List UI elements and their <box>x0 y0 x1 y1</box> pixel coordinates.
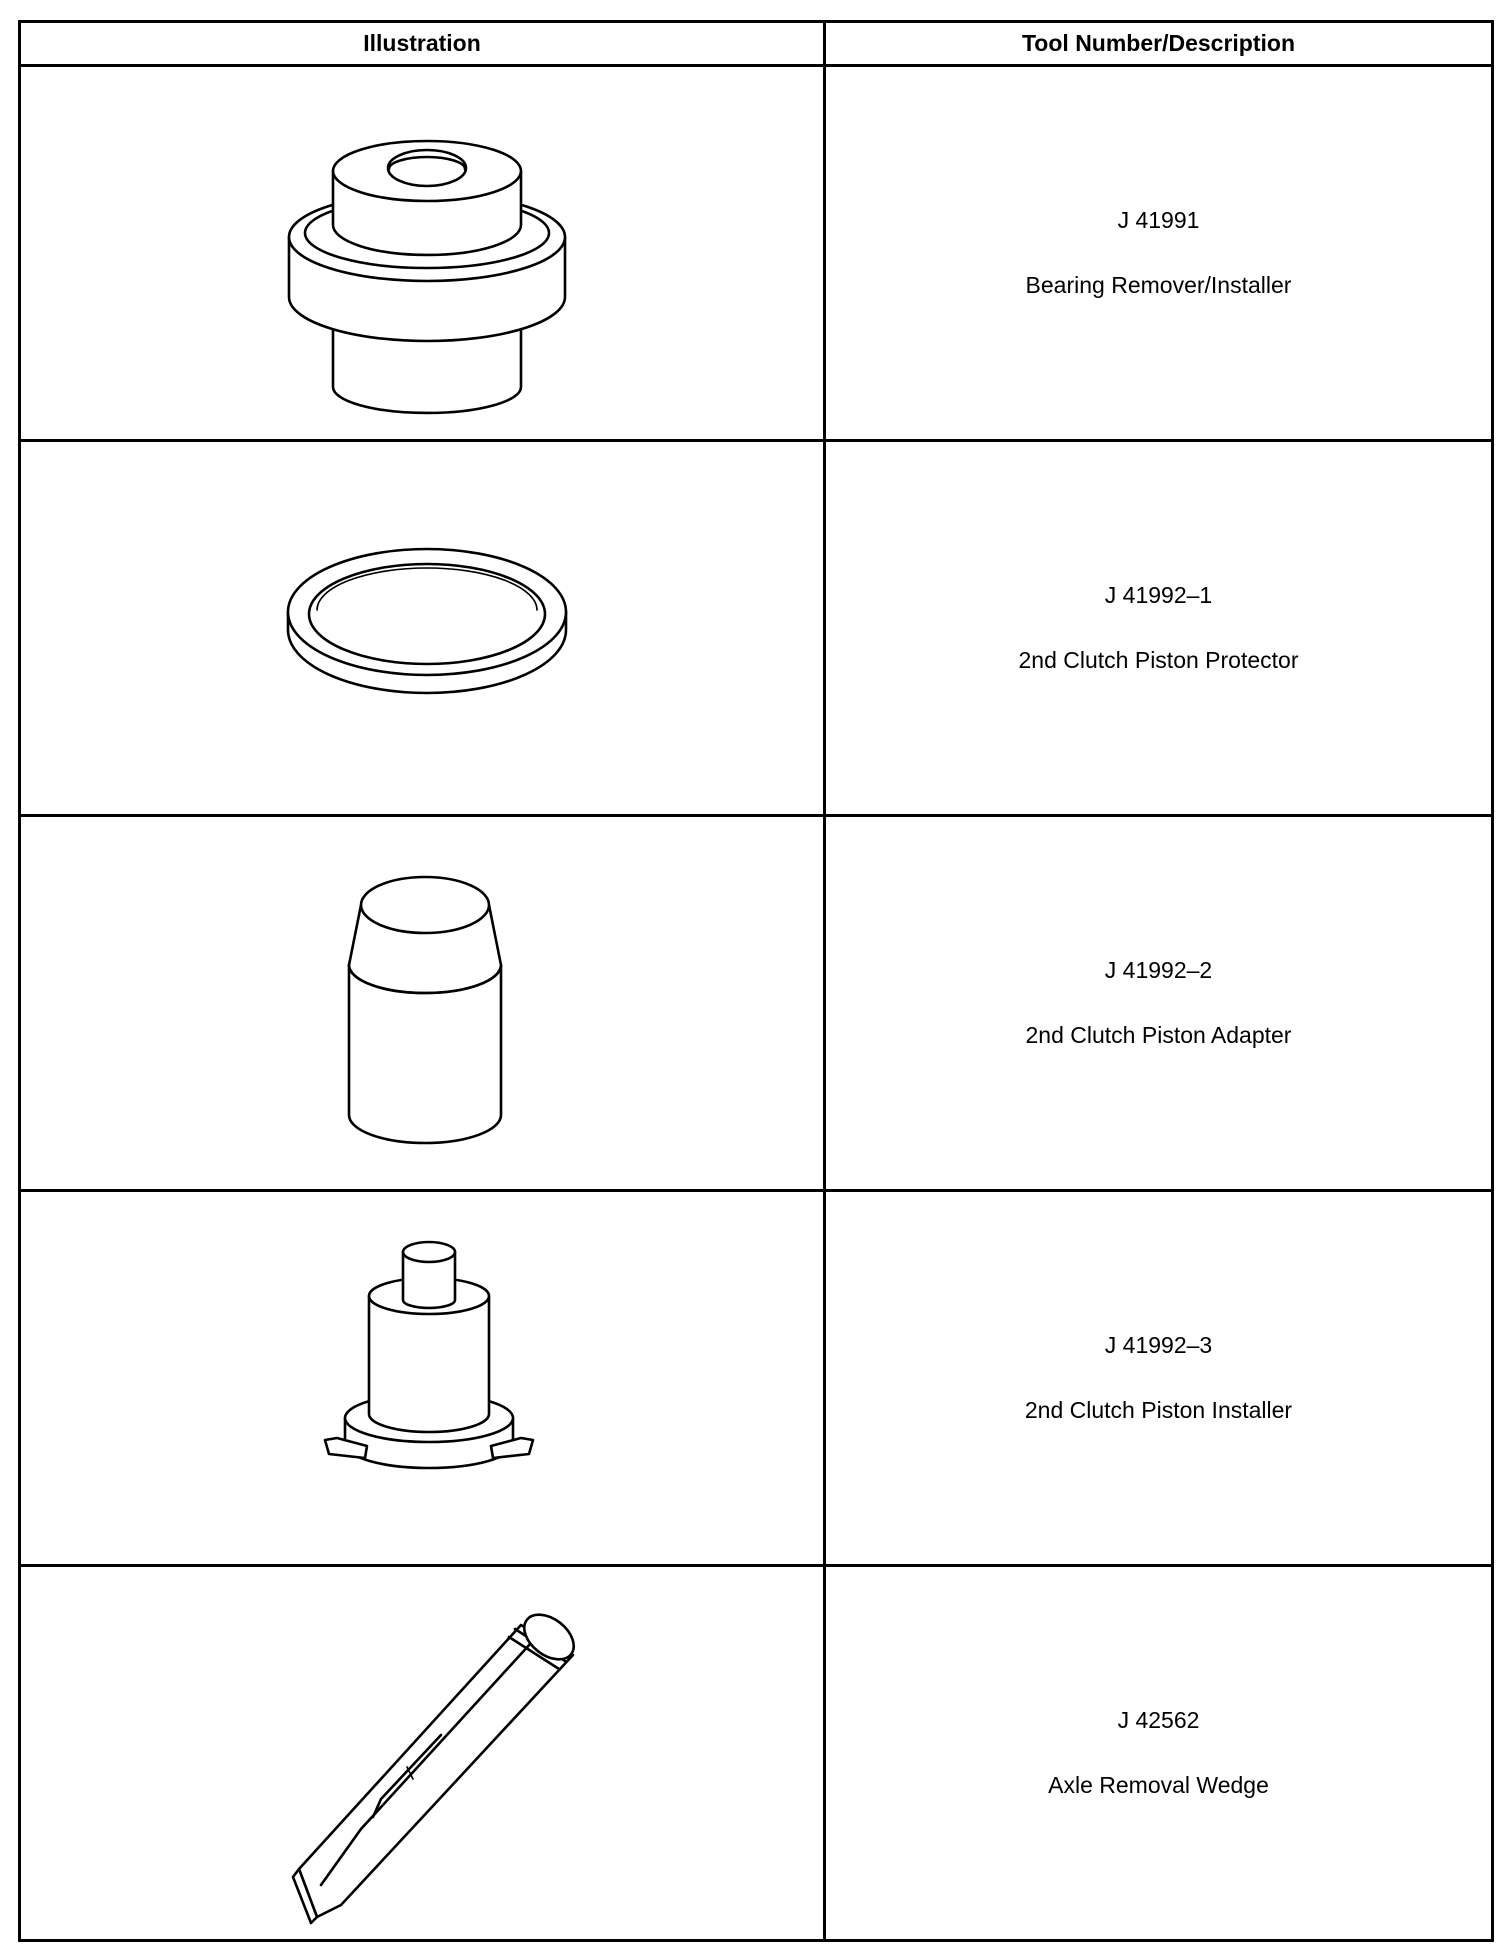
tool-number: J 41992–3 <box>1104 1332 1213 1358</box>
table-row <box>20 441 1493 816</box>
table-row <box>20 1191 1493 1566</box>
table-header-row <box>20 22 1493 66</box>
illustration-column-header: Illustration <box>20 22 825 66</box>
description-cell <box>825 816 1493 1191</box>
description-cell <box>825 441 1493 816</box>
table-row <box>20 66 1493 441</box>
tool-description: Axle Removal Wedge <box>1048 1772 1269 1798</box>
description-cell <box>825 1566 1493 1941</box>
illustration-cell <box>20 1191 825 1566</box>
tool-number-description-column-header: Tool Number/Description <box>825 22 1493 66</box>
piston-protector-ring-icon <box>21 442 823 814</box>
tool-table <box>18 20 1494 1942</box>
description-cell <box>825 1191 1493 1566</box>
piston-adapter-cylinder-icon <box>21 817 823 1189</box>
bearing-remover-installer-icon <box>21 67 823 439</box>
tool-number: J 41992–1 <box>1104 582 1213 608</box>
illustration-cell <box>20 816 825 1191</box>
piston-installer-icon <box>21 1192 823 1564</box>
illustration-cell <box>20 66 825 441</box>
tool-number: J 41992–2 <box>1104 957 1213 983</box>
table-row <box>20 1566 1493 1941</box>
tool-number: J 42562 <box>1117 1707 1200 1733</box>
illustration-cell <box>20 1566 825 1941</box>
illustration-cell <box>20 441 825 816</box>
tool-description: Bearing Remover/Installer <box>1025 272 1292 298</box>
axle-removal-wedge-icon <box>21 1567 823 1939</box>
tool-description: 2nd Clutch Piston Installer <box>1024 1397 1293 1423</box>
description-cell <box>825 66 1493 441</box>
tool-description: 2nd Clutch Piston Adapter <box>1025 1022 1292 1048</box>
tool-description: 2nd Clutch Piston Protector <box>1018 647 1299 673</box>
tool-number: J 41991 <box>1117 207 1200 233</box>
table-row <box>20 816 1493 1191</box>
